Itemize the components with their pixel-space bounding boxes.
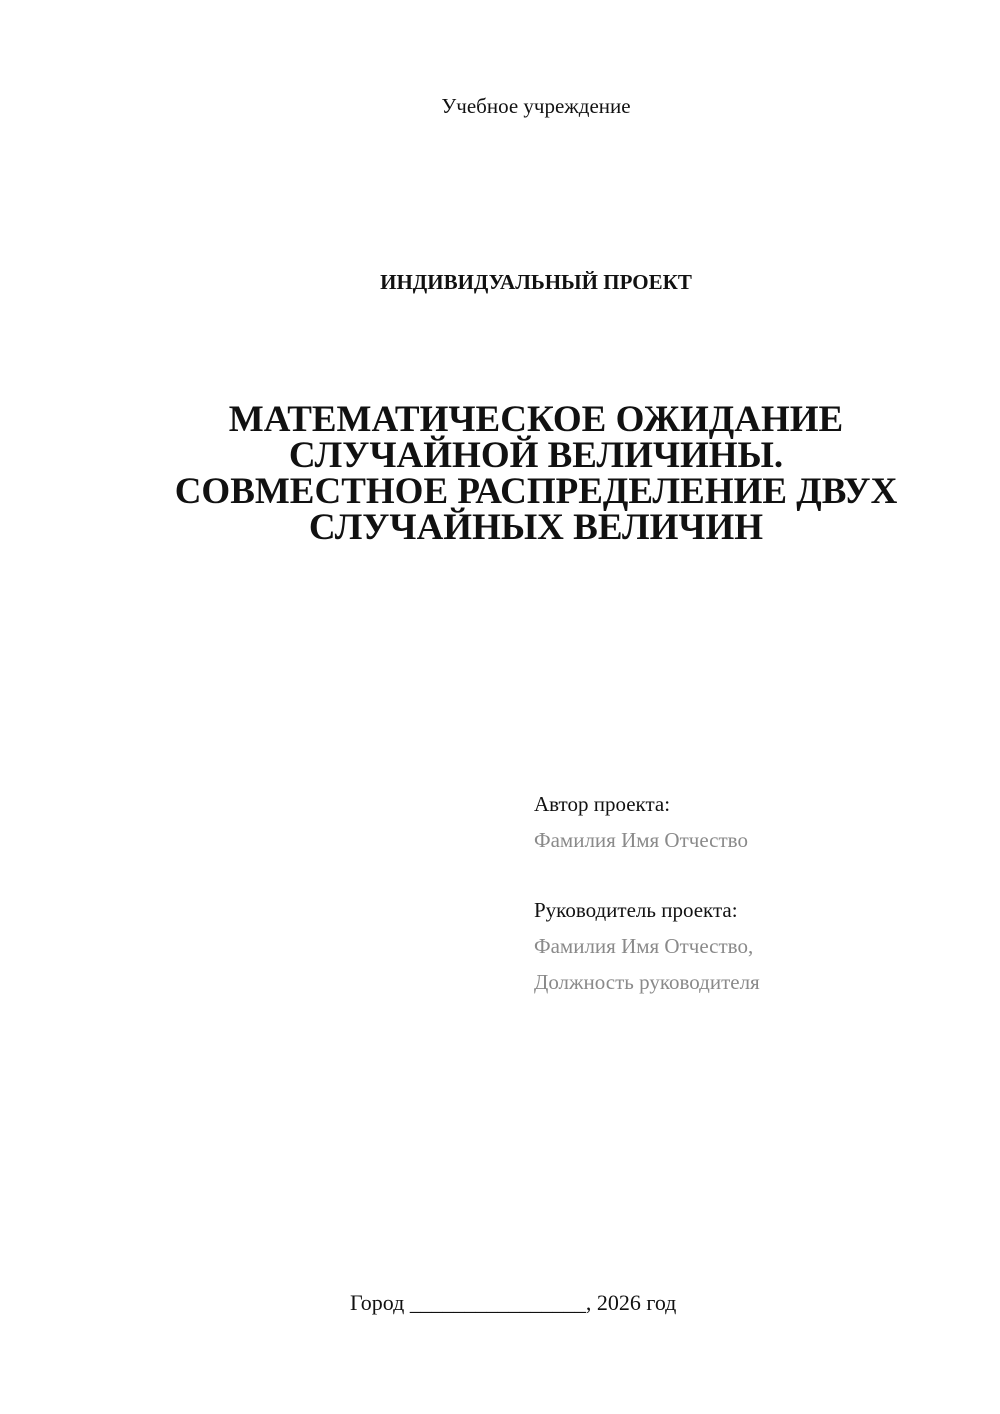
project-type-heading: ИНДИВИДУАЛЬНЫЙ ПРОЕКТ xyxy=(380,270,692,294)
supervisor-name: Фамилия Имя Отчество, xyxy=(534,934,754,958)
author-label: Автор проекта: xyxy=(534,792,671,816)
project-title-line: СОВМЕСТНОЕ РАСПРЕДЕЛЕНИЕ ДВУХ xyxy=(174,471,898,512)
author-block xyxy=(534,786,954,858)
author-name: Фамилия Имя Отчество xyxy=(534,828,748,852)
supervisor-block xyxy=(534,892,954,1000)
project-title-line: СЛУЧАЙНОЙ ВЕЛИЧИНЫ. xyxy=(288,435,784,476)
project-title xyxy=(130,399,942,548)
city-year-line: Город ________________, 2026 год xyxy=(350,1290,677,1315)
project-title-line: МАТЕМАТИЧЕСКОЕ ОЖИДАНИЕ xyxy=(228,399,844,440)
supervisor-position: Должность руководителя xyxy=(534,970,760,994)
supervisor-label: Руководитель проекта: xyxy=(534,898,738,922)
project-title-line: СЛУЧАЙНЫХ ВЕЛИЧИН xyxy=(308,507,764,548)
institution-name: Учебное учреждение xyxy=(441,94,631,118)
